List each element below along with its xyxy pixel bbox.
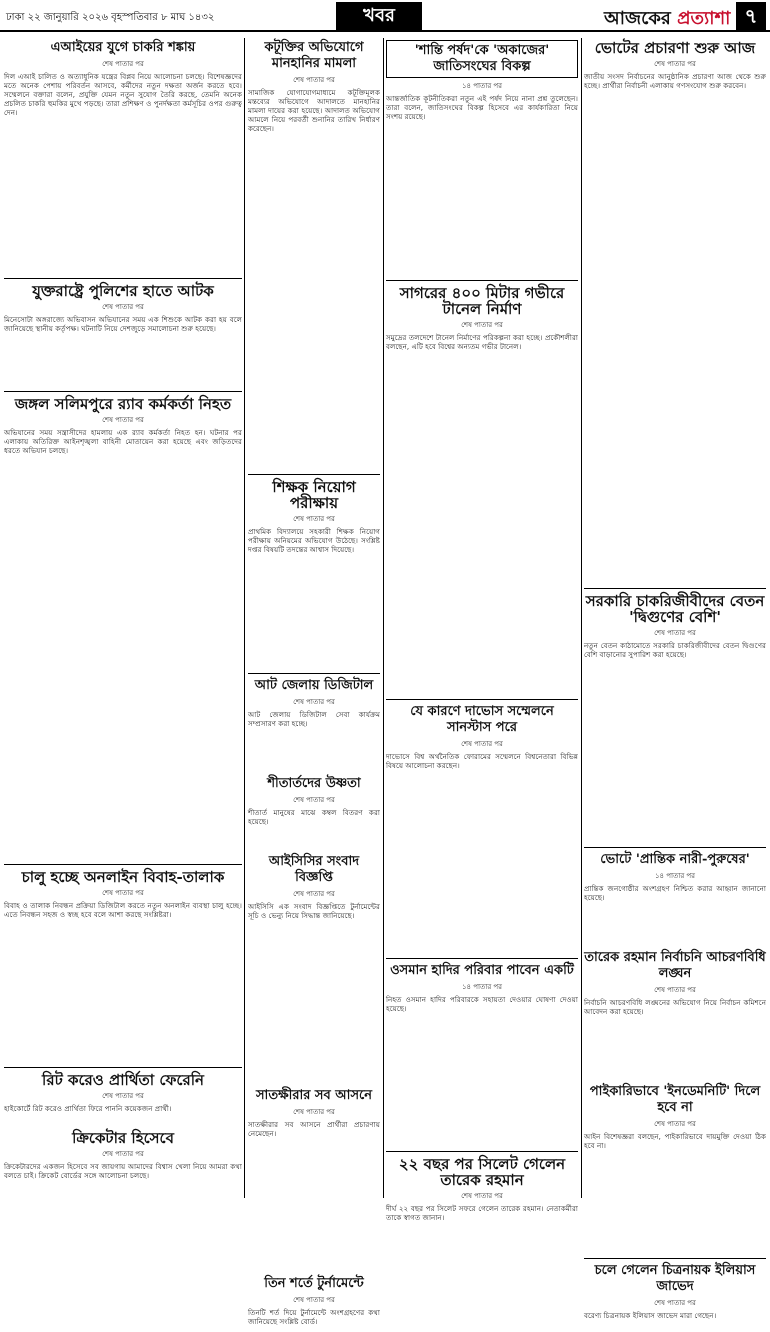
continued-note: শেষ পাতার পর [293, 698, 335, 706]
headline: 'শান্তি পর্ষদ'কে 'অকাজের' জাতিসংঘের বিকল্প [386, 40, 578, 78]
story [248, 1276, 380, 1326]
story-body: অভিযানের সময় সন্ত্রাসীদের হামলায় এক র‍্যাব কর্মকর্তা নিহত হন। ঘটনার পর এলাকায় অতিরিক্ত আইনশৃঙ্খলা বাহিনী মোতায়েন করা হয়েছে এবং জড়িতদের ধরতে অভিযান চলছে। [4, 428, 242, 455]
continued-note: শেষ পাতার পর [102, 416, 144, 424]
story [386, 285, 578, 693]
headline: সরকারি চাকরিজীবীদের বেতন 'দ্বিগুণের বেশি' [585, 592, 765, 626]
continued-note: শেষ পাতার পর [654, 60, 696, 68]
headline: আইসিসির সংবাদ বিজ্ঞপ্তি [268, 854, 360, 885]
headline: জঙ্গল সলিমপুরে র‍্যাব কর্মকর্তা নিহত [14, 395, 232, 413]
story-body: দিল এআই চালিত ও অত্যাধুনিক যন্ত্রের বিপ্লব নিয়ে আলোচনা চলছে। বিশেষজ্ঞদের মতে অনেক পেশায় পরিবর্তন আসবে, কর্মীদের নতুন দক্ষতা অর্জন করতে হবে। সম্মেলনে বক্তারা বলেন, প্রযুক্তি যেমন নতুন সুযোগ তৈরি করছে, তেমনি অনেক প্রচলিত চাকরি হুমকির মুখে পড়ছে। তারা প্রশিক্ষণ ও পুনর্দক্ষতা কর্মসূচির ওপর গুরুত্ব দেন। [4, 72, 242, 117]
story-body: বিবাহ ও তালাক নিবন্ধন প্রক্রিয়া ডিজিটাল করতে নতুন অনলাইন ব্যবস্থা চালু হচ্ছে। এতে নিবন্ধন সহজ ও স্বচ্ছ হবে বলে আশা করছে সংশ্লিষ্টরা। [4, 901, 242, 919]
story-body: দীর্ঘ ২২ বছর পর সিলেট সফরে গেলেন তারেক রহমান। নেতাকর্মীরা তাকে স্বাগত জানান। [386, 1204, 578, 1222]
headline: ভোটের প্রচারণা শুরু আজ [594, 39, 756, 57]
story [4, 869, 242, 1061]
headline: রিট করেও প্রার্থিতা ফেরেনি [42, 1071, 204, 1089]
story-body: বরেণ্য চিত্রনায়ক ইলিয়াস জাভেদ মারা গেছেন। [584, 1311, 717, 1320]
headline: তিন শর্তে টুর্নামেন্টে [264, 1276, 364, 1291]
story [4, 1130, 242, 1180]
continued-note: শেষ পাতার পর [293, 1108, 335, 1116]
headline: পাইকারিভাবে 'ইনডেমনিটি' দিলে হবে না [589, 1084, 761, 1115]
story [248, 854, 380, 1082]
column-1 [4, 38, 242, 1186]
continued-note: ১৪ পাতার পর [461, 82, 503, 90]
continued-note: শেষ পাতার পর [102, 303, 144, 311]
column-divider [383, 38, 384, 1198]
story-body: সাতক্ষীরার সব আসনে প্রার্থীরা প্রচারণায় নেমেছেন। [248, 1120, 380, 1138]
story [386, 40, 578, 274]
story-body: নির্বাচনি আচরণবিধি লঙ্ঘনের অভিযোগ নিয়ে নির্বাচন কমিশনে আবেদন করা হয়েছে। [584, 998, 766, 1016]
page-number: ৭ [736, 2, 766, 30]
headline: ভোটে 'প্রান্তিক নারী-পুরুষের' [600, 852, 750, 867]
story-body: প্রাথমিক বিদ্যালয়ে সহকারী শিক্ষক নিয়োগ পরীক্ষায় অনিয়মের অভিযোগ উঠেছে। সংশ্লিষ্ট দপ্তর বিষয়টি তদন্তের আশ্বাস দিয়েছে। [248, 527, 380, 554]
story-body: শীতার্ত মানুষের মাঝে কম্বল বিতরণ করা হয়েছে। [248, 808, 380, 826]
story [584, 40, 766, 582]
story-body: আইন বিশেষজ্ঞরা বলছেন, পাইকারিভাবে দায়মুক্তি দেওয়া ঠিক হবে না। [584, 1132, 766, 1150]
headline: ওসমান হাদির পরিবার পাবেন একটি [390, 963, 574, 978]
story-body: প্রান্তিক জনগোষ্ঠীর অংশগ্রহণ নিশ্চিত করার আহ্বান জানানো হয়েছে। [584, 884, 766, 902]
story [386, 963, 578, 1145]
story-body: সামাজিক যোগাযোগমাধ্যমে কটূক্তিমূলক মন্তব্যের অভিযোগে আদালতে মানহানির মামলা দায়ের করা হয়েছে। আদালত অভিযোগ আমলে নিয়ে পরবর্তী শুনানির তারিখ নির্ধারণ করেছেন। [248, 88, 380, 133]
headline: চালু হচ্ছে অনলাইন বিবাহ-তালাক [21, 868, 225, 886]
newspaper-logo [604, 4, 730, 35]
story [386, 1156, 578, 1222]
issue-date: ঢাকা ২২ জানুয়ারি ২০২৬ বৃহস্পতিবার ৮ মাঘ ১৪৩২ [6, 12, 215, 23]
continued-note: শেষ পাতার পর [461, 321, 503, 329]
story [248, 40, 380, 468]
story-body: আট জেলায় ডিজিটাল সেবা কার্যক্রম সম্প্রসারণ করা হচ্ছে। [248, 710, 380, 728]
continued-note: ১৪ পাতার পর [654, 872, 696, 880]
headline: ক্রিকেটার হিসেবে [72, 1129, 174, 1147]
continued-note: ১৪ পাতার পর [461, 983, 503, 991]
story [248, 776, 380, 848]
story [248, 479, 380, 667]
story [4, 40, 242, 272]
headline: ২২ বছর পর সিলেট গেলেন তারেক রহমান [398, 1155, 566, 1189]
story [584, 852, 766, 944]
continued-note: শেষ পাতার পর [293, 890, 335, 898]
story-body: হাইকোর্টে রিট করেও প্রার্থিতা ফিরে পাননি কয়েকজন প্রার্থী। [4, 1104, 172, 1113]
continued-note: শেষ পাতার পর [461, 1192, 503, 1200]
masthead [0, 0, 770, 32]
story [584, 950, 766, 1078]
continued-note: শেষ পাতার পর [654, 1299, 696, 1307]
section-label: খবর [336, 2, 422, 30]
story-body: তিনটি শর্ত দিয়ে টুর্নামেন্টে অংশগ্রহণের কথা জানিয়েছে সংশ্লিষ্ট বোর্ড। [248, 1308, 380, 1326]
headline: আট জেলায় ডিজিটাল [254, 678, 374, 693]
column-2 [248, 38, 380, 1332]
headline: তারেক রহমান নির্বাচনি আচরণবিধি লঙ্ঘন [584, 950, 766, 981]
story-body: আইসিসি এক সংবাদ বিজ্ঞপ্তিতে টুর্নামেন্টের সূচি ও ভেন্যু নিয়ে সিদ্ধান্ত জানিয়েছে। [248, 902, 380, 920]
story-body: আন্তর্জাতিক কূটনীতিকরা নতুন এই পর্ষদ নিয়ে নানা প্রশ্ন তুলেছেন। তারা বলেন, জাতিসংঘের বিকল্প হিসেবে এর কার্যকারিতা নিয়ে সংশয় রয়েছে। [386, 94, 578, 121]
story [4, 396, 242, 858]
continued-note: শেষ পাতার পর [102, 889, 144, 897]
story [584, 1084, 766, 1252]
continued-note: শেষ পাতার পর [461, 740, 503, 748]
headline: কটূক্তির অভিযোগে মানহানির মামলা [264, 40, 364, 71]
headline: শিক্ষক নিয়োগ পরীক্ষায় [272, 478, 356, 512]
headline: চলে গেলেন চিত্রনায়ক ইলিয়াস জাভেদ [594, 1263, 756, 1294]
story-body: সমুদ্রের তলদেশে টানেল নির্মাণের পরিকল্পনা করা হচ্ছে। প্রকৌশলীরা বলছেন, এটি হবে বিশ্বের অন্যতম গভীর টানেল। [386, 333, 578, 351]
continued-note: শেষ পাতার পর [293, 796, 335, 804]
story [4, 283, 242, 385]
headline: শীতার্তদের উষ্ণতা [267, 776, 361, 791]
continued-note: শেষ পাতার পর [293, 1296, 335, 1304]
story [584, 1263, 766, 1320]
logo-main: আজকের [604, 8, 671, 29]
story-body: জাতীয় সংসদ নির্বাচনের আনুষ্ঠানিক প্রচারণা আজ থেকে শুরু হচ্ছে। প্রার্থীরা নির্বাচনী এলাকায় গণসংযোগ শুরু করবেন। [584, 72, 766, 90]
continued-note: শেষ পাতার পর [102, 1150, 144, 1158]
continued-note: শেষ পাতার পর [293, 515, 335, 523]
headline: এআইয়ের যুগে চাকরি শঙ্কায় [50, 40, 196, 55]
continued-note: শেষ পাতার পর [654, 629, 696, 637]
continued-note: শেষ পাতার পর [102, 1092, 144, 1100]
story [248, 1088, 380, 1270]
column-divider [581, 38, 582, 1198]
story [584, 593, 766, 841]
headline: সাতক্ষীরার সব আসনে [255, 1088, 373, 1103]
story [386, 704, 578, 952]
headline: যুক্তরাষ্ট্রে পুলিশের হাতে আটক [32, 282, 214, 300]
story-body: নিহত ওসমান হাদির পরিবারকে সহায়তা দেওয়ার ঘোষণা দেওয়া হয়েছে। [386, 995, 578, 1013]
headline: যে কারণে দাভোস সম্মেলনে সানস্টাস পরে [410, 704, 554, 735]
logo-accent: প্রত্যাশা [677, 8, 731, 29]
continued-note: শেষ পাতার পর [654, 1120, 696, 1128]
story [4, 1072, 242, 1124]
story [248, 678, 380, 770]
continued-note: শেষ পাতার পর [102, 60, 144, 68]
continued-note: শেষ পাতার পর [293, 76, 335, 84]
column-4 [584, 38, 766, 1326]
story-body: দাভোসে বিশ্ব অর্থনৈতিক ফোরামের সম্মেলনে বিশ্বনেতারা বিভিন্ন বিষয়ে আলোচনা করছেন। [386, 752, 578, 770]
continued-note: শেষ পাতার পর [654, 986, 696, 994]
story-body: নতুন বেতন কাঠামোতে সরকারি চাকরিজীবীদের বেতন দ্বিগুণের বেশি বাড়ানোর সুপারিশ করা হয়েছে। [584, 641, 766, 659]
story-body: মিনেসোটা অঙ্গরাজ্যে অভিবাসন অভিযানের সময় এক শিশুকে আটক করা হয় বলে জানিয়েছে স্থানীয় কর্তৃপক্ষ। ঘটনাটি নিয়ে দেশজুড়ে সমালোচনা শুরু হয়েছে। [4, 315, 242, 333]
story-body: ক্রিকেটারদের একজন হিসেবে সব জায়গায় আমাদের বিশ্বাস খেলা নিয়ে আমরা কথা বলতে চাই। ক্রিকেট বোর্ডের সঙ্গে আলোচনা চলছে। [4, 1162, 242, 1180]
headline: সাগরের ৪০০ মিটার গভীরে টানেল নির্মাণ [399, 284, 565, 318]
column-divider [244, 38, 245, 1198]
column-3 [386, 38, 578, 1228]
